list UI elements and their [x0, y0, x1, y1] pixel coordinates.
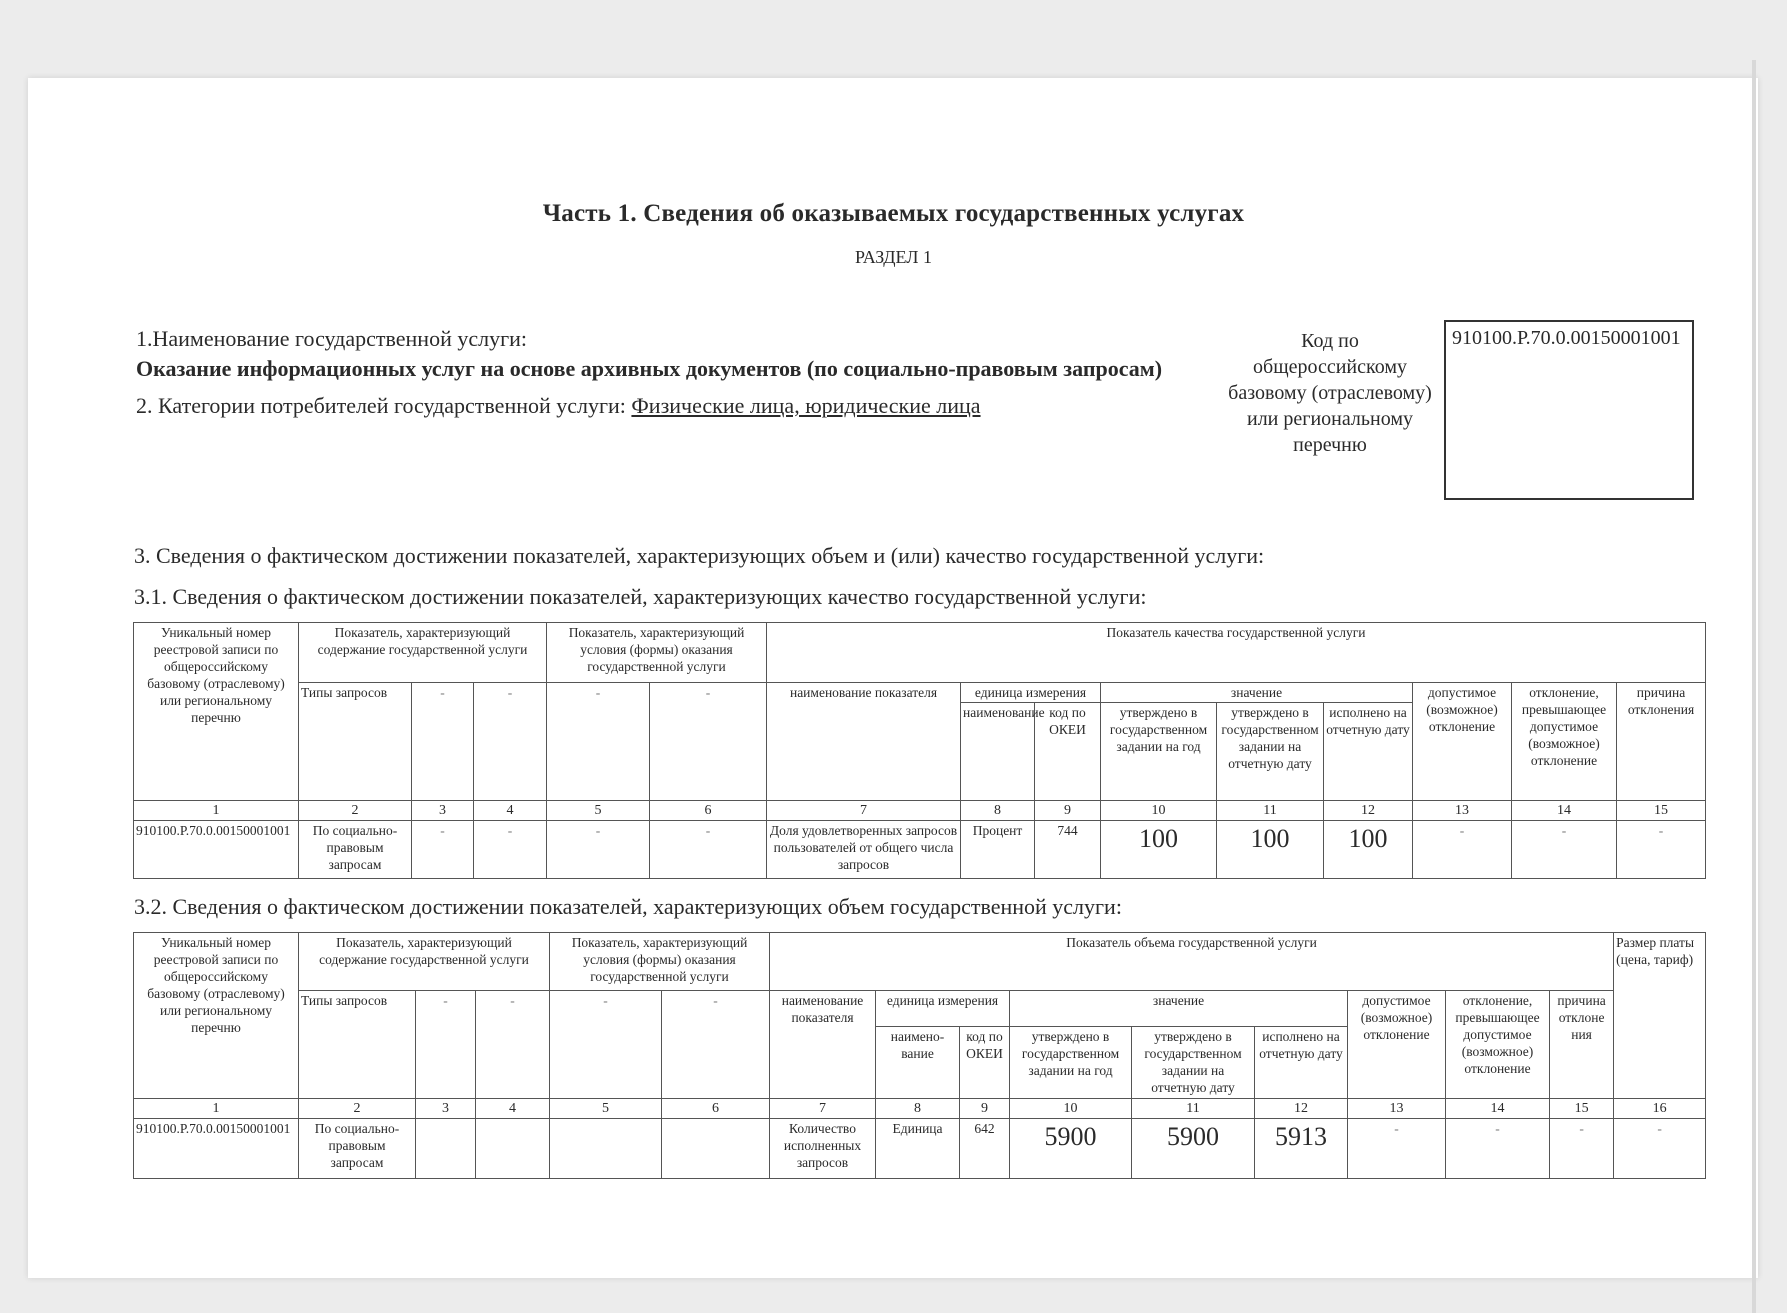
header-approved-date: утверждено в государственном задании на отчетную дату — [1132, 1027, 1255, 1099]
header-exceeding-deviation: отклонение, превышающее допустимое (возможное) отклонение — [1446, 991, 1550, 1099]
header-indicator-name: наименование показателя — [767, 683, 961, 801]
cell-col6 — [662, 1119, 770, 1179]
volume-table — [133, 932, 1706, 1179]
col-num: 7 — [770, 1099, 876, 1119]
col-num: 5 — [547, 801, 650, 821]
header-approved-date: утверждено в государственном задании на отчетную дату — [1217, 703, 1324, 801]
header-unique-number: Уникальный номер реестровой записи по общероссийскому базовому (отраслевому) или региональному перечню — [134, 623, 299, 801]
section-3-2-heading: 3.2. Сведения о фактическом достижении показателей, характеризующих объем государственной услуги: — [134, 894, 1122, 919]
col-num: 6 — [662, 1099, 770, 1119]
service-category-value: Физические лица, юридические лица — [631, 393, 981, 418]
col-num: 10 — [1101, 801, 1217, 821]
col-num: 4 — [476, 1099, 550, 1119]
header-col3: - — [416, 991, 476, 1099]
header-request-types: Типы запросов — [299, 991, 416, 1099]
cell-col4 — [476, 1119, 550, 1179]
cell-approved-year: 5900 — [1010, 1119, 1132, 1179]
header-allowed-deviation: допустимое (возможное) отклонение — [1348, 991, 1446, 1099]
header-reason: причина отклонения — [1617, 683, 1706, 801]
header-value: значение — [1010, 991, 1348, 1027]
header-unit-name: наименование — [961, 703, 1035, 801]
cell-allowed-deviation: - — [1348, 1119, 1446, 1179]
section-3-1-heading: 3.1. Сведения о фактическом достижении показателей, характеризующих качество государственной услуги: — [134, 584, 1147, 609]
col-num: 16 — [1614, 1099, 1706, 1119]
col-num: 2 — [299, 1099, 416, 1119]
col-num: 11 — [1132, 1099, 1255, 1119]
header-content-indicator: Показатель, характеризующий содержание государственной услуги — [299, 623, 547, 683]
col-num: 7 — [767, 801, 961, 821]
col-num: 11 — [1217, 801, 1324, 821]
cell-col6: - — [650, 821, 767, 879]
header-unit-name: наимено-вание — [876, 1027, 960, 1099]
service-category-label: 2. Категории потребителей государственной услуги: — [136, 393, 626, 418]
col-num: 13 — [1413, 801, 1512, 821]
header-value: значение — [1101, 683, 1413, 703]
col-num: 6 — [650, 801, 767, 821]
table-row — [134, 1119, 1706, 1179]
header-indicator-name: наименование показателя — [770, 991, 876, 1099]
header-allowed-deviation: допустимое (возможное) отклонение — [1413, 683, 1512, 801]
service-name-value: Оказание информационных услуг на основе архивных документов (по социально-правовым запросам) — [136, 356, 1163, 381]
header-request-types: Типы запросов — [299, 683, 412, 801]
col-num: 12 — [1324, 801, 1413, 821]
header-col3: - — [412, 683, 474, 801]
col-num: 10 — [1010, 1099, 1132, 1119]
header-reason: причина отклоне ния — [1550, 991, 1614, 1099]
code-label: Код по общероссийскому базовому (отраслевому) или региональному перечню — [1228, 330, 1432, 456]
section-label: РАЗДЕЛ 1 — [855, 247, 932, 267]
cell-executed: 5913 — [1255, 1119, 1348, 1179]
col-num: 1 — [134, 1099, 299, 1119]
cell-unit: Единица — [876, 1119, 960, 1179]
col-num: 8 — [961, 801, 1035, 821]
header-col6: - — [650, 683, 767, 801]
cell-okei: 744 — [1035, 821, 1101, 879]
header-executed: исполнено на отчетную дату — [1255, 1027, 1348, 1099]
col-num: 2 — [299, 801, 412, 821]
cell-unique-number: 910100.Р.70.0.00150001001 — [134, 1119, 299, 1179]
cell-col3: - — [412, 821, 474, 879]
col-num: 12 — [1255, 1099, 1348, 1119]
code-value-box: 910100.Р.70.0.00150001001 — [1444, 320, 1694, 500]
table-row — [134, 821, 1706, 879]
col-num: 3 — [416, 1099, 476, 1119]
header-col5: - — [547, 683, 650, 801]
col-num: 4 — [474, 801, 547, 821]
service-block — [136, 326, 1216, 419]
header-conditions-indicator: Показатель, характеризующий условия (формы) оказания государственной услуги — [550, 933, 770, 991]
cell-allowed-deviation: - — [1413, 821, 1512, 879]
service-name-label: 1.Наименование государственной услуги: — [136, 326, 528, 351]
cell-approved-date: 100 — [1217, 821, 1324, 879]
cell-exceeding-deviation: - — [1446, 1119, 1550, 1179]
header-unit: единица измерения — [961, 683, 1101, 703]
col-num: 9 — [960, 1099, 1010, 1119]
header-executed: исполнено на отчетную дату — [1324, 703, 1413, 801]
header-fee: Размер платы (цена, тариф) — [1614, 933, 1706, 1099]
cell-reason: - — [1550, 1119, 1614, 1179]
header-col6: - — [662, 991, 770, 1099]
header-col4: - — [476, 991, 550, 1099]
cell-indicator: Доля удовлетворенных запросов пользователей от общего числа запросов — [767, 821, 961, 879]
header-unit: единица измерения — [876, 991, 1010, 1027]
quality-table — [133, 622, 1706, 879]
cell-approved-year: 100 — [1101, 821, 1217, 879]
cell-request-type: По социально-правовым запросам — [299, 821, 412, 879]
header-exceeding-deviation: отклонение, превышающее допустимое (возможное) отклонение — [1512, 683, 1617, 801]
header-okei: код по ОКЕИ — [960, 1027, 1010, 1099]
cell-fee: - — [1614, 1119, 1706, 1179]
header-volume-indicator: Показатель объема государственной услуги — [770, 933, 1614, 991]
header-conditions-indicator: Показатель, характеризующий условия (формы) оказания государственной услуги — [547, 623, 767, 683]
col-num: 1 — [134, 801, 299, 821]
column-number-row — [134, 801, 1706, 821]
col-num: 5 — [550, 1099, 662, 1119]
service-category — [136, 393, 1216, 419]
cell-approved-date: 5900 — [1132, 1119, 1255, 1179]
col-num: 8 — [876, 1099, 960, 1119]
cell-exceeding-deviation: - — [1512, 821, 1617, 879]
section-3-heading: 3. Сведения о фактическом достижении показателей, характеризующих объем и (или) качество государственной услуги: — [134, 543, 1265, 568]
cell-col5: - — [547, 821, 650, 879]
cell-unique-number: 910100.Р.70.0.00150001001 — [134, 821, 299, 879]
cell-col4: - — [474, 821, 547, 879]
cell-okei: 642 — [960, 1119, 1010, 1179]
cell-unit: Процент — [961, 821, 1035, 879]
cell-reason: - — [1617, 821, 1706, 879]
cell-executed: 100 — [1324, 821, 1413, 879]
cell-col3 — [416, 1119, 476, 1179]
header-approved-year: утверждено в государственном задании на год — [1010, 1027, 1132, 1099]
col-num: 15 — [1617, 801, 1706, 821]
cell-col5 — [550, 1119, 662, 1179]
cell-indicator: Количество исполненных запросов — [770, 1119, 876, 1179]
document-title: Часть 1. Сведения об оказываемых государственных услугах — [542, 200, 1245, 227]
col-num: 3 — [412, 801, 474, 821]
col-num: 14 — [1512, 801, 1617, 821]
col-num: 14 — [1446, 1099, 1550, 1119]
column-number-row — [134, 1099, 1706, 1119]
header-quality-indicator: Показатель качества государственной услуги — [767, 623, 1706, 683]
header-col5: - — [550, 991, 662, 1099]
header-okei: код по ОКЕИ — [1035, 703, 1101, 801]
header-unique-number: Уникальный номер реестровой записи по общероссийскому базовому (отраслевому) или региональному перечню — [134, 933, 299, 1099]
cell-request-type: По социально-правовым запросам — [299, 1119, 416, 1179]
col-num: 13 — [1348, 1099, 1446, 1119]
col-num: 9 — [1035, 801, 1101, 821]
col-num: 15 — [1550, 1099, 1614, 1119]
header-content-indicator: Показатель, характеризующий содержание государственной услуги — [299, 933, 550, 991]
header-approved-year: утверждено в государственном задании на год — [1101, 703, 1217, 801]
header-col4: - — [474, 683, 547, 801]
